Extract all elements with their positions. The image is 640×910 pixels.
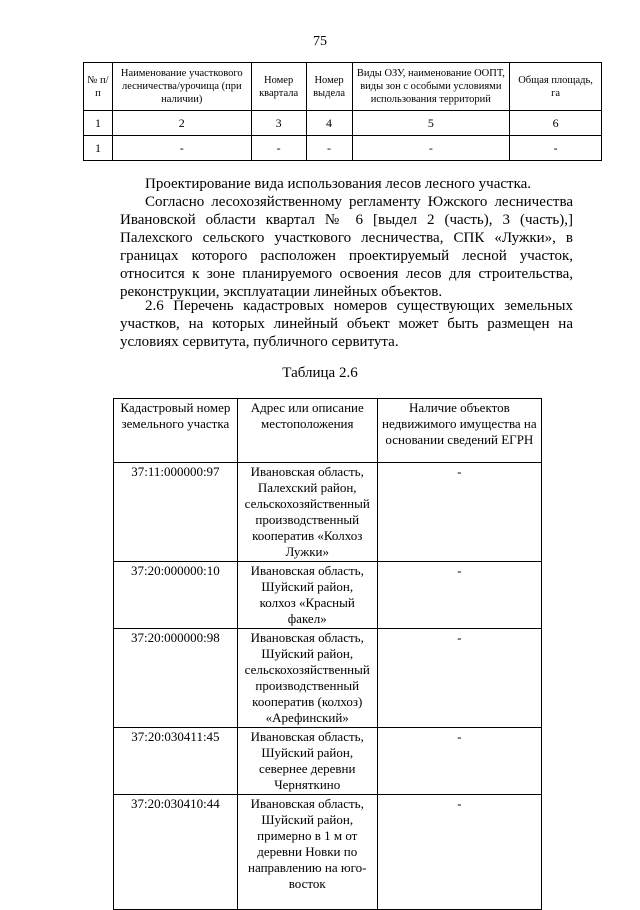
paragraph: 2.6 Перечень кадастровых номеров существующих земельных участков, на которых линейный объект может быть размещен на условиях сервитута, публичного сервитута. (120, 298, 573, 350)
address: Ивановская область, Шуйский район, севернее деревни Черняткино (237, 728, 377, 795)
header-cell: Номер квартала (251, 63, 306, 111)
column-number-row (84, 111, 602, 136)
header-cell: Кадастровый номер земельного участка (114, 399, 238, 463)
header-cell: Виды ОЗУ, наименование ООПТ, виды зон с особыми условиями использования территорий (352, 63, 510, 111)
table-row (114, 629, 542, 728)
table-row (114, 728, 542, 795)
address: Ивановская область, Шуйский район, примерно в 1 м от деревни Новки по направлению на юго-восток (237, 795, 377, 910)
header-cell: № п/п (84, 63, 113, 111)
table-row (114, 562, 542, 629)
table-row (114, 795, 542, 910)
table-cell: - (352, 136, 510, 161)
table-cell: - (306, 136, 352, 161)
table-cell: 5 (352, 111, 510, 136)
table-cell: 4 (306, 111, 352, 136)
cadastral-number: 37:20:000000:98 (114, 629, 238, 728)
egrn-objects: - (377, 629, 541, 728)
address: Ивановская область, Палехский район, сельскохозяйственный производственный кооператив «Колхоз Лужки» (237, 463, 377, 562)
page-number: 75 (313, 34, 327, 49)
header-cell: Наименование участкового лесничества/урочища (при наличии) (112, 63, 251, 111)
cadastral-number: 37:20:030411:45 (114, 728, 238, 795)
address: Ивановская область, Шуйский район, сельскохозяйственный производственный кооператив (колхоз) «Арефинский» (237, 629, 377, 728)
table-cell: 2 (112, 111, 251, 136)
header-cell: Наличие объектов недвижимого имущества на основании сведений ЕГРН (377, 399, 541, 463)
table-cell: - (112, 136, 251, 161)
header-cell: Общая площадь, га (510, 63, 602, 111)
address: Ивановская область, Шуйский район, колхоз «Красный факел» (237, 562, 377, 629)
cadastral-number: 37:20:030410:44 (114, 795, 238, 910)
table-row (84, 136, 602, 161)
header-cell: Номер выдела (306, 63, 352, 111)
table-row (114, 463, 542, 562)
header-cell: Адрес или описание местоположения (237, 399, 377, 463)
table-header-row (114, 399, 542, 463)
egrn-objects: - (377, 728, 541, 795)
paragraph: Проектирование вида использования лесов лесного участка. (145, 176, 532, 192)
table-cell: 3 (251, 111, 306, 136)
table-cell: 1 (84, 111, 113, 136)
table-cell: 1 (84, 136, 113, 161)
cadastral-number: 37:20:000000:10 (114, 562, 238, 629)
table-cell: 6 (510, 111, 602, 136)
egrn-objects: - (377, 795, 541, 910)
forest-plot-table (83, 62, 602, 161)
table-cell: - (510, 136, 602, 161)
cadastral-number: 37:11:000000:97 (114, 463, 238, 562)
egrn-objects: - (377, 463, 541, 562)
table-header-row (84, 63, 602, 111)
paragraph: Согласно лесохозяйственному регламенту Южского лесничества Ивановской области квартал № 6 [выдел 2 (часть), 3 (часть),] Палехского сельского участкового лесничества, СПК «Лужки», в границах которого расположен проектируемый лесной участок, относится к зоне планируемого освоения лесов для строительства, реконструкции, эксплуатации линейных объектов. (120, 194, 573, 300)
egrn-objects: - (377, 562, 541, 629)
table-cell: - (251, 136, 306, 161)
table-caption: Таблица 2.6 (282, 365, 358, 381)
cadastral-table (113, 398, 542, 910)
